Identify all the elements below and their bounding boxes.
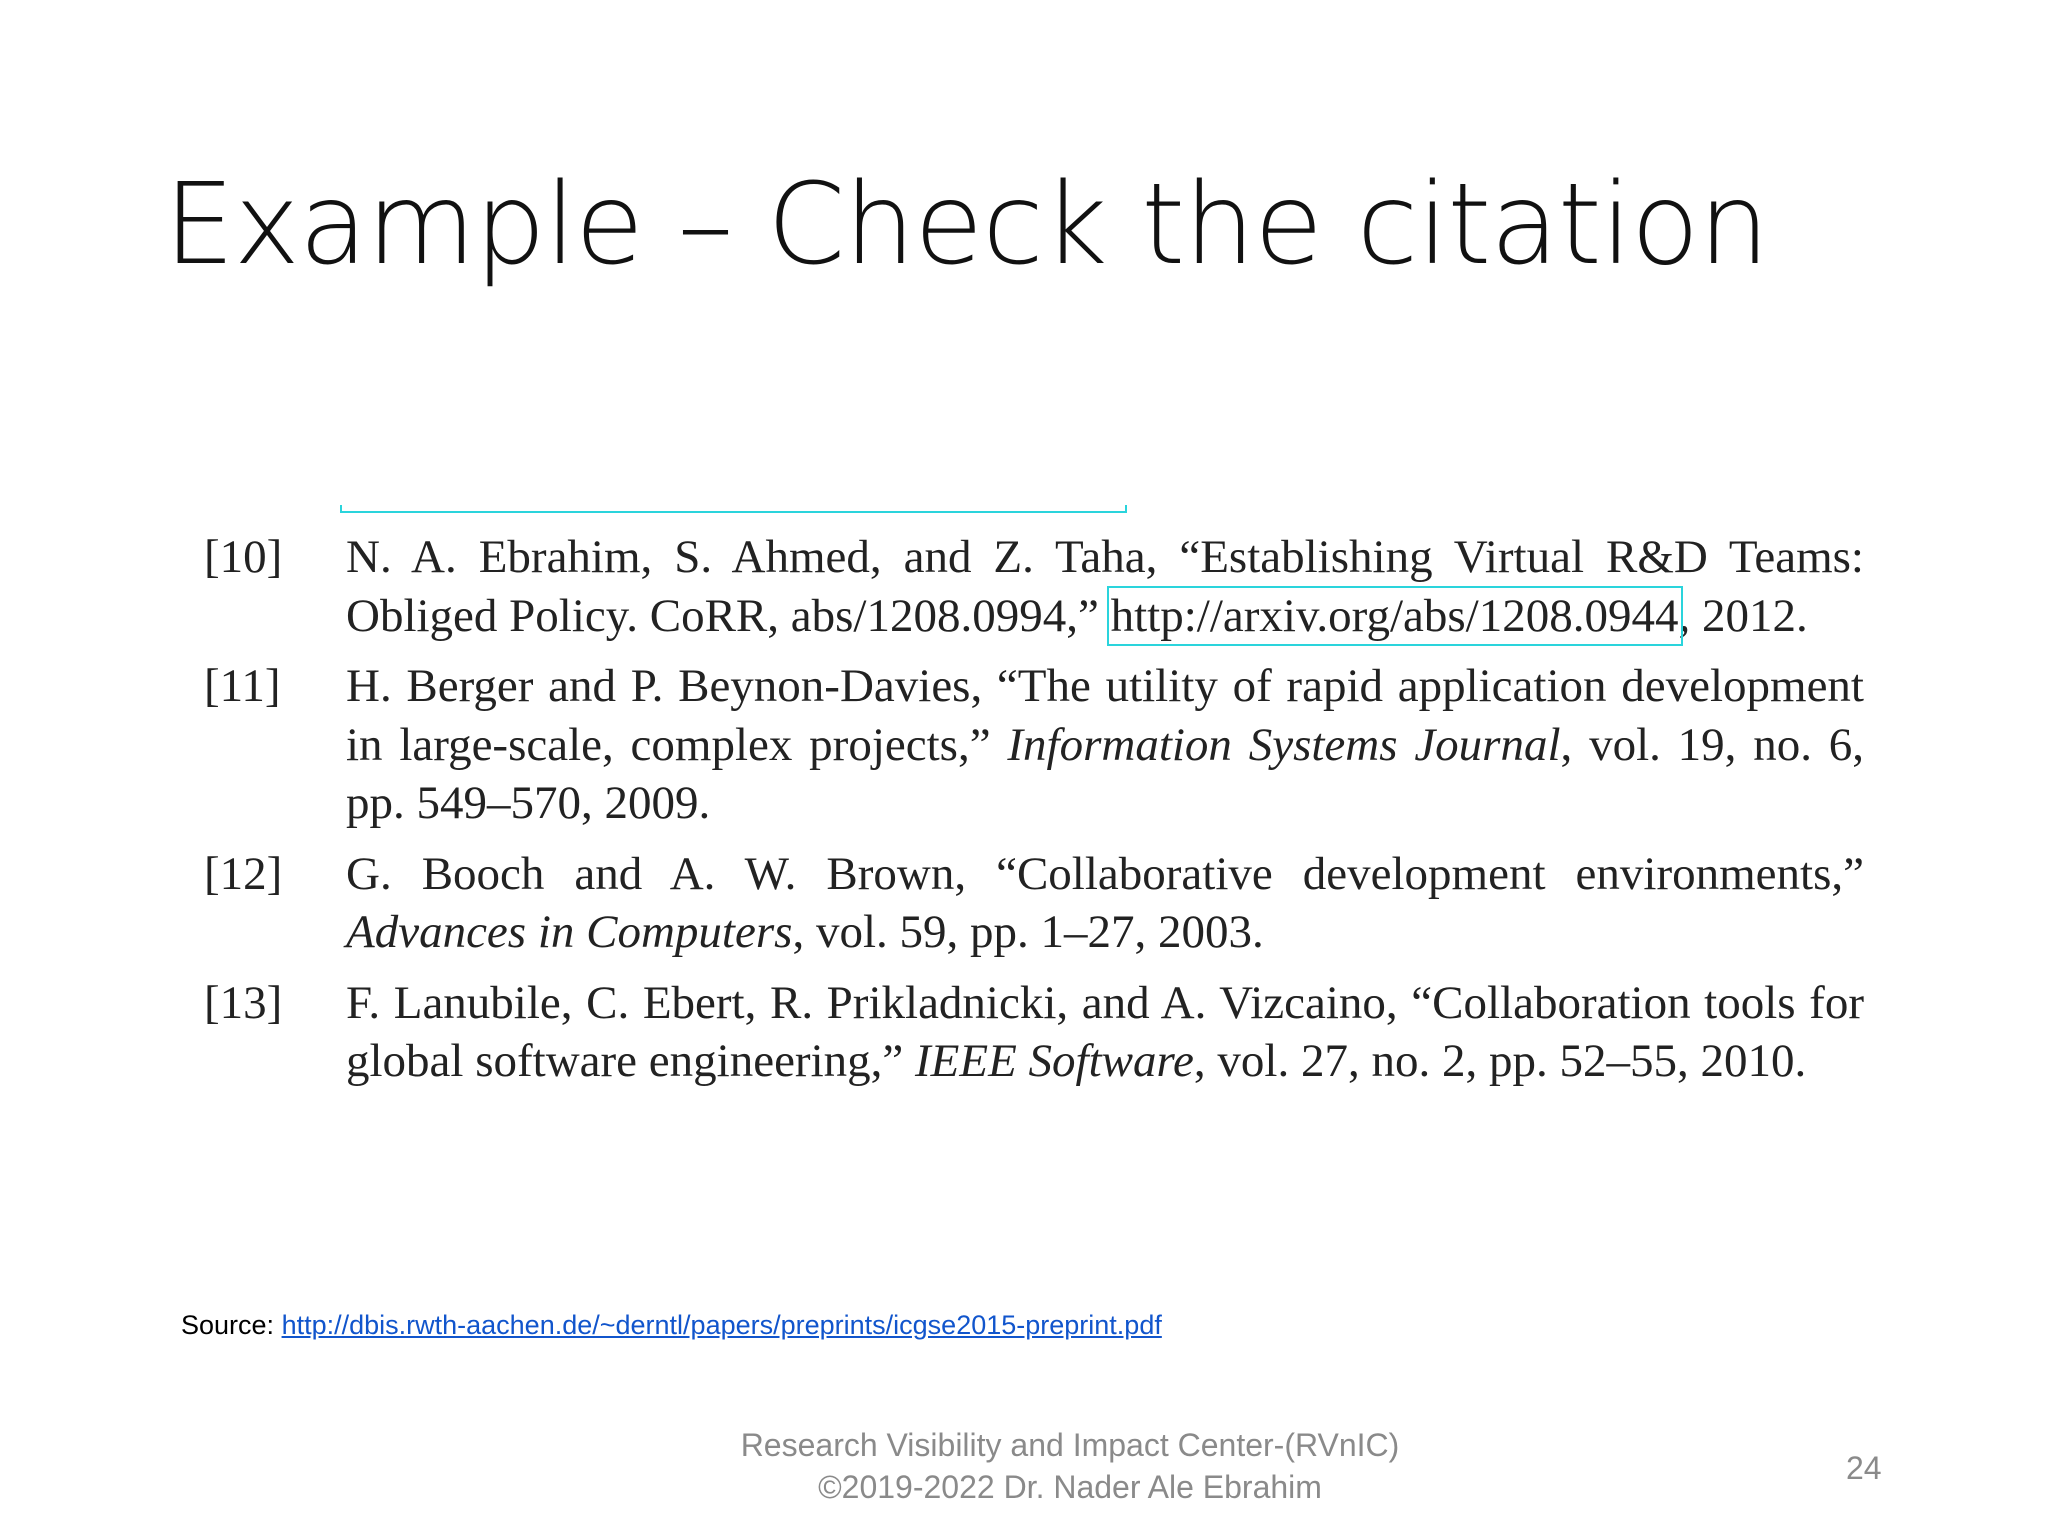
reference-details: , 2012.: [1678, 589, 1808, 642]
reference-citation: G. Booch and A. W. Brown, “Collaborative development environments,”: [346, 847, 1864, 900]
reference-item: [204, 974, 1864, 1091]
footer: [580, 1424, 1560, 1508]
reference-number: [13]: [204, 976, 283, 1029]
reference-item: [204, 657, 1864, 833]
reference-details: , vol. 27, no. 2, pp. 52–55, 2010.: [1193, 1035, 1807, 1087]
reference-text: [346, 974, 1864, 1091]
reference-text: [346, 657, 1864, 833]
reference-text: [346, 528, 1864, 645]
reference-list: [204, 528, 1864, 1103]
reference-item: [204, 528, 1864, 645]
page-number: 24: [1846, 1450, 1882, 1486]
footer-organization: Research Visibility and Impact Center-(RVnIC): [740, 1427, 1400, 1463]
reference-number: [11]: [204, 660, 281, 712]
reference-details: , vol. 59, pp. 1–27, 2003.: [792, 906, 1264, 958]
reference-citation: H. Berger and P. Beynon-Davies, “The utility of rapid application development in large-scale, complex projects,”: [346, 660, 1864, 771]
slide-title: Example – Check the citation: [164, 160, 1769, 290]
reference-details: , vol. 19, no. 6, pp. 549–570, 2009.: [346, 718, 1865, 829]
reference-item: [204, 845, 1864, 962]
source-line: [181, 1310, 1162, 1341]
source-link[interactable]: http://dbis.rwth-aachen.de/~derntl/papers/preprints/icgse2015-preprint.pdf: [281, 1310, 1162, 1340]
reference-number: [12]: [204, 847, 283, 900]
reference-citation: F. Lanubile, C. Ebert, R. Prikladnicki, and A. Vizcaino, “Collaboration tools for global software engineering,”: [346, 976, 1864, 1087]
reference-journal: Advances in Computers: [346, 906, 793, 958]
reference-journal: Information Systems Journal: [1007, 718, 1561, 771]
reference-link[interactable]: http://arxiv.org/abs/1208.0944: [1110, 589, 1679, 642]
reference-citation: N. A. Ebrahim, S. Ahmed, and Z. Taha, “Establishing Virtual R&D Teams: Obliged Policy. CoRR, abs/1208.0994,”: [346, 531, 1864, 642]
reference-journal: IEEE Software: [915, 1035, 1194, 1087]
reference-text: [346, 845, 1864, 962]
highlight-box-fragment: [340, 505, 1127, 513]
footer-copyright: ©2019-2022 Dr. Nader Ale Ebrahim: [818, 1469, 1322, 1505]
reference-number: [10]: [204, 531, 283, 583]
source-label: Source:: [181, 1310, 282, 1340]
